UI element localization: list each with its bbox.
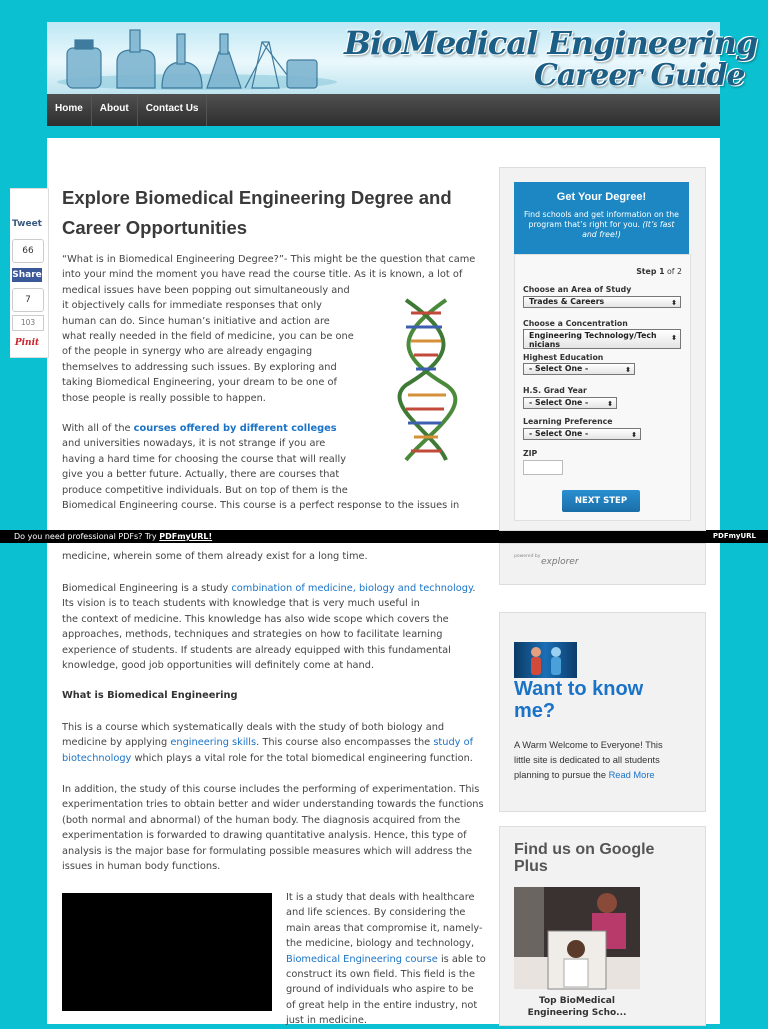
article-paragraph-3: Biomedical Engineering is a study combination of medicine, biology and technology. Its vision is to teach students with knowledge that is very much useful in the context of medicine. This knowledge has also wide scope which covers the approaches, methods, techniques and strategies on how to facilitate learning experience of students. If students are already equipped with this fundamental knowledge, good job opportunities will definitely come at hand.	[62, 583, 476, 672]
powered-by-label: powered by	[514, 554, 541, 559]
facebook-share-button[interactable]: Share	[12, 270, 42, 280]
nav-home[interactable]: Home	[47, 94, 92, 126]
explorer-logo: explorer	[541, 557, 579, 567]
article-paragraph-4: This is a course which systematically deals with the study of both biology and medicine by applying engineering skills. This course also encompasses the study of biotechnology which plays a vital role for the total biomedical engineering function.	[62, 722, 474, 764]
main-nav	[47, 94, 720, 126]
section-heading: What is Biomedical Engineering	[62, 690, 238, 701]
degree-widget-intro: Find schools and get information on the program that’s right for you. (It’s fast and free!)	[524, 210, 679, 239]
plusone-count[interactable]: 103	[12, 315, 44, 331]
gplus-caption[interactable]: Top BioMedical Engineering Scho...	[527, 996, 627, 1018]
degree-widget-title: Get Your Degree!	[556, 191, 647, 203]
article-paragraph-2-cont: medicine, wherein some of them already exist for a long time.	[62, 551, 368, 562]
article-paragraph-5: In addition, the study of this course includes the performing of experimentation. This experimentation tries to obtain better and wider understanding towards the functions (both normal and abnormal) of the human body. The diagnosis acquired from the experimentation is forwarded to drawing quantitative analysis. Hence, this type of analysis is the major base for formulating possible measures which will address the issues in human body functions.	[62, 784, 484, 873]
article-paragraph-6: It is a study that deals with healthcare and life sciences. By considering the main areas that compromise it, namely- the medicine, biology and technology, Biomedical Engineering course is able to construct its own field. This field is the ground of individuals who aspire to be of great help in the entire industry, not just in medicine.	[286, 892, 486, 1027]
about-widget-text: A Warm Welcome to Everyone! This little site is dedicated to all students planning to pursue the Read More	[514, 740, 663, 780]
read-more-link[interactable]: Read More	[608, 770, 655, 780]
education-label: Highest Education	[523, 353, 604, 362]
nav-about[interactable]: About	[92, 94, 138, 126]
students-photo	[514, 887, 640, 989]
site-header-banner[interactable]	[47, 22, 758, 94]
pdfmyurl-bar: Do you need professional PDFs? Try PDFmyURL! PDFmyURL	[0, 530, 768, 543]
degree-form	[514, 254, 691, 521]
tweet-button[interactable]: Tweet	[12, 219, 42, 229]
nav-contact-us[interactable]: Contact Us	[138, 94, 208, 126]
social-share-bar	[10, 188, 49, 358]
degree-widget-header	[514, 182, 689, 254]
gplus-cover-image[interactable]	[514, 887, 640, 989]
gplus-widget-title: Find us on Google Plus	[514, 841, 655, 875]
site-logo-title[interactable]: BioMedical Engineering	[344, 24, 758, 62]
step-indicator: Step 1 of 2	[636, 267, 682, 276]
pdfmyurl-link[interactable]: PDFmyURL!	[159, 532, 213, 541]
courses-offered-link[interactable]: courses offered by different colleges	[133, 423, 337, 434]
grad-year-label: H.S. Grad Year	[523, 386, 587, 395]
concentration-select[interactable]: Engineering Technology/Tech nicians ⬍	[523, 329, 681, 349]
area-select[interactable]: Trades & Careers ⬍	[523, 296, 681, 308]
article-paragraph-2: With all of the courses offered by different colleges and universities nowadays, it is not strange if you are having a hard time for choosing the course that will really give you a better future. Actually, there are courses that produce competitive individuals. But on top of them is the Biomedical Engineering course. This course is a perfect response to the issues in	[62, 423, 460, 512]
updown-arrow-icon: ⬍	[625, 366, 631, 374]
learning-select[interactable]: - Select One - ⬍	[523, 428, 641, 440]
article-title: Explore Biomedical Engineering Degree and Career Opportunities	[62, 187, 452, 238]
combination-link[interactable]: combination of medicine, biology and technology	[231, 583, 473, 594]
engineering-skills-link[interactable]: engineering skills	[170, 737, 257, 749]
study-of-biotech-link-a[interactable]: study of	[433, 737, 474, 749]
next-step-button[interactable]: NEXT STEP	[562, 490, 640, 512]
about-widget-title: Want to know me?	[514, 678, 644, 722]
human-anatomy-icon	[514, 642, 577, 678]
bme-course-link[interactable]: Biomedical Engineering course	[286, 953, 438, 965]
zip-input[interactable]	[523, 460, 563, 475]
video-embed[interactable]	[62, 893, 272, 1011]
degree-widget-footer	[499, 543, 706, 585]
grad-year-select[interactable]: - Select One - ⬍	[523, 397, 617, 409]
concentration-label: Choose a Concentration	[523, 319, 628, 328]
about-widget-image[interactable]	[514, 642, 577, 678]
study-of-biotech-link-b[interactable]: biotechnology	[62, 752, 132, 764]
zip-label: ZIP	[523, 449, 538, 458]
pdfmyurl-logo[interactable]: PDFmyURL	[712, 532, 756, 540]
education-select[interactable]: - Select One - ⬍	[523, 363, 635, 375]
area-label: Choose an Area of Study	[523, 285, 632, 294]
updown-arrow-icon: ⬍	[671, 299, 677, 307]
updown-arrow-icon: ⬍	[671, 334, 677, 342]
pinit-button[interactable]: Pinit	[14, 338, 40, 348]
share-count: 7	[12, 288, 44, 312]
learning-label: Learning Preference	[523, 417, 613, 426]
tweet-count: 66	[12, 239, 44, 263]
updown-arrow-icon: ⬍	[607, 400, 613, 408]
article-paragraph-1: “What is in Biomedical Engineering Degree?”- This might be the question that came into your mind the moment you have read the course title. As it is known, a lot of medical issues have been popping out simultaneously and it objectively calls for immediate responses that only human can do. Since human’s initiative and action are what really needed in the field of medicine, you can be one of the people in synergy who are already engaging themselves to addressing such issues. By exploring and taking Biomedical Engineering, your dream to be one of those people is really possible to happen.	[62, 254, 476, 404]
site-logo-subtitle[interactable]: Career Guide	[534, 58, 745, 93]
updown-arrow-icon: ⬍	[631, 431, 637, 439]
